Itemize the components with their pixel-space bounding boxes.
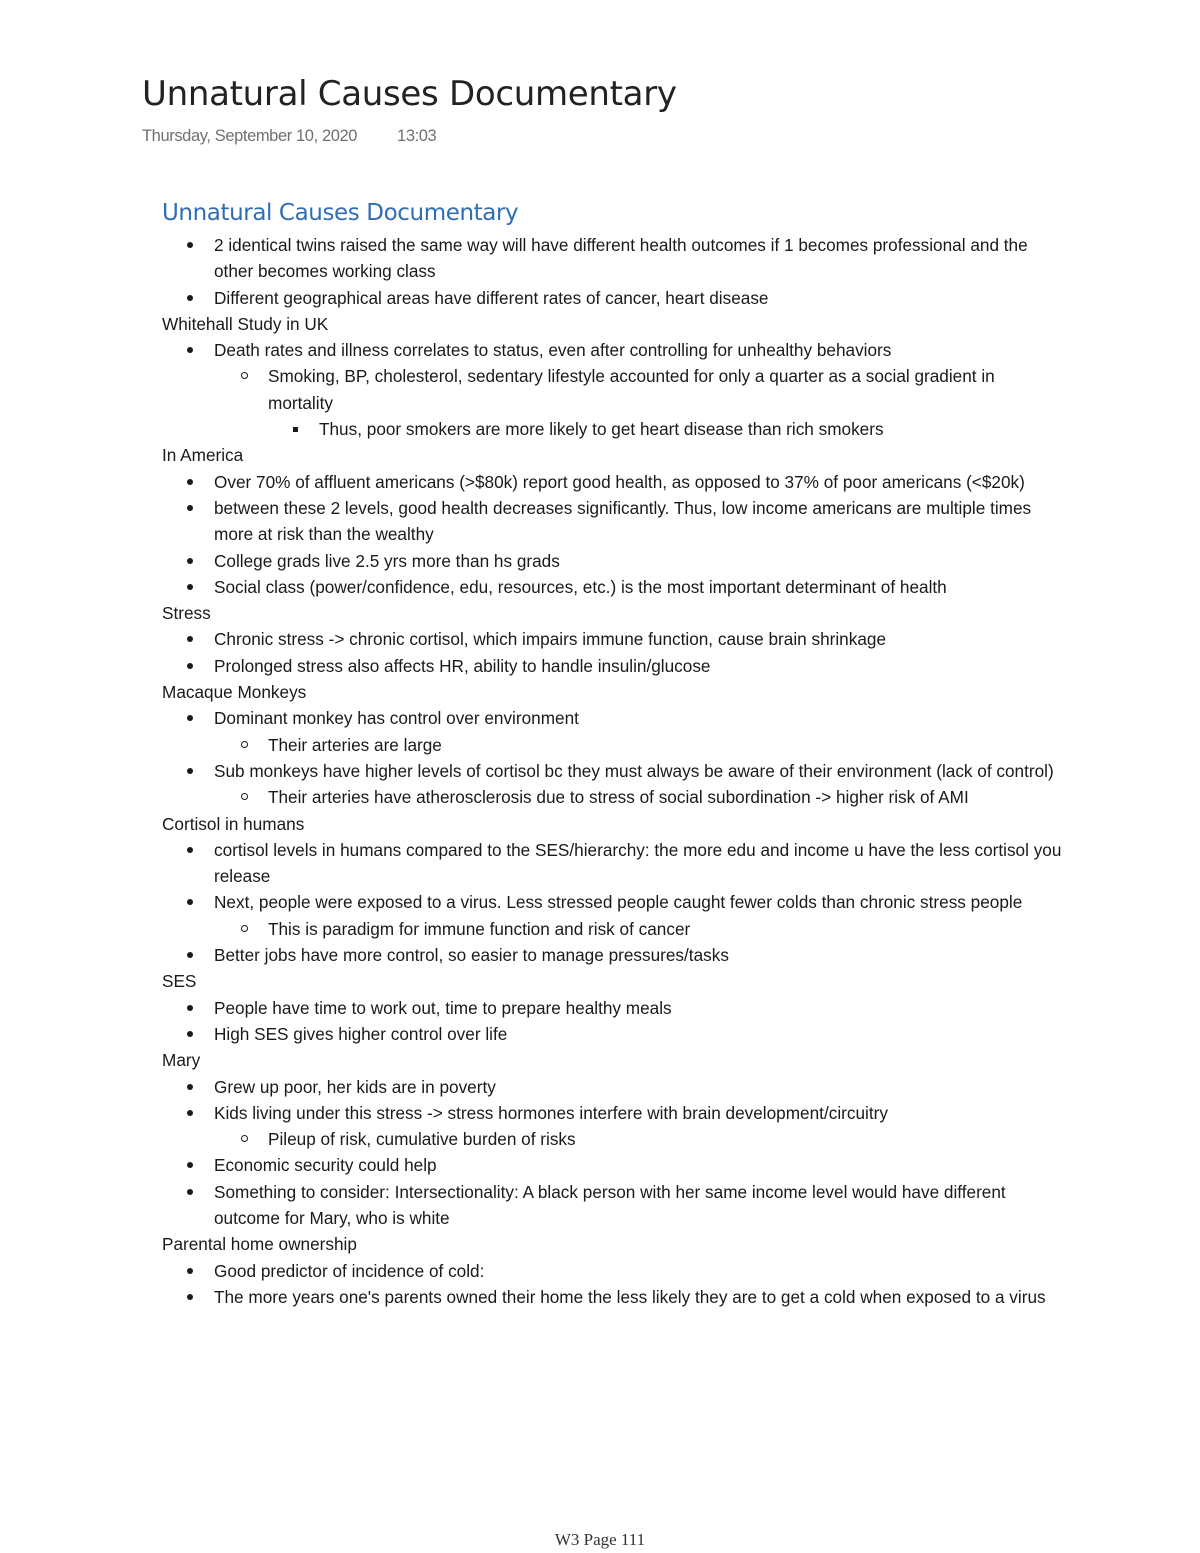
page-time: 13:03 — [397, 127, 437, 145]
bullet-dot-icon — [187, 1110, 193, 1116]
bullet-dot-icon — [187, 636, 193, 642]
list-item-text: Death rates and illness correlates to status, even after controlling for unhealthy behaviors — [214, 340, 892, 361]
list-item — [162, 574, 1062, 600]
list-item — [162, 758, 1062, 784]
bullet-dot-icon — [187, 1268, 193, 1274]
bullet-list — [162, 705, 1062, 810]
list-item — [162, 653, 1062, 679]
list-item-text: Dominant monkey has control over environment — [214, 708, 579, 729]
list-item-text: High SES gives higher control over life — [214, 1023, 508, 1044]
bullet-dot-icon — [187, 1031, 193, 1037]
section-label: Parental home ownership — [162, 1234, 357, 1255]
bullet-dot-icon — [187, 1005, 193, 1011]
bullet-dot-icon — [187, 479, 193, 485]
list-item-text: College grads live 2.5 yrs more than hs grads — [214, 550, 560, 571]
section-label: Mary — [162, 1050, 201, 1071]
list-item — [162, 784, 1062, 810]
list-item — [162, 337, 1062, 363]
bullet-list — [162, 232, 1062, 311]
list-item-text: Something to consider: Intersectionality: A black person with her same income level would have different outcome for Mary, who is white — [214, 1181, 1006, 1228]
list-item-text: 2 identical twins raised the same way will have different health outcomes if 1 becomes professional and the other becomes working class — [214, 235, 1028, 282]
page-footer: W3 Page 111 — [554, 1530, 646, 1549]
page-date: Thursday, September 10, 2020 — [142, 127, 358, 145]
bullet-circle-icon — [241, 925, 248, 932]
list-item — [162, 626, 1062, 652]
list-item-text: Better jobs have more control, so easier to manage pressures/tasks — [214, 945, 729, 966]
list-item — [162, 942, 1062, 968]
list-item — [162, 548, 1062, 574]
bullet-dot-icon — [187, 952, 193, 958]
bullet-dot-icon — [187, 584, 193, 590]
list-item — [162, 1258, 1062, 1284]
section-label: Macaque Monkeys — [162, 682, 307, 703]
list-item-text: Chronic stress -> chronic cortisol, which impairs immune function, cause brain shrinkage — [214, 629, 887, 650]
bullet-circle-icon — [241, 372, 248, 379]
list-item — [162, 232, 1062, 285]
bullet-dot-icon — [187, 715, 193, 721]
bullet-circle-icon — [241, 793, 248, 800]
list-item-text: Different geographical areas have different rates of cancer, heart disease — [214, 287, 769, 308]
bullet-list — [162, 995, 1062, 1048]
section-label: Stress — [162, 603, 211, 624]
note-content — [162, 197, 1062, 1310]
list-item-text: Pileup of risk, cumulative burden of risks — [268, 1129, 576, 1150]
list-item-text: Economic security could help — [214, 1155, 437, 1176]
list-item — [162, 495, 1062, 548]
list-item-text: Prolonged stress also affects HR, ability to handle insulin/glucose — [214, 655, 711, 676]
bullet-list — [162, 337, 1062, 442]
list-item — [162, 837, 1062, 890]
bullet-list — [162, 1258, 1062, 1311]
list-item — [162, 1126, 1062, 1152]
list-item-text: cortisol levels in humans compared to the SES/hierarchy: the more edu and income u have the less cortisol you release — [214, 839, 1062, 887]
list-item-text: Next, people were exposed to a virus. Less stressed people caught fewer colds than chronic stress people — [214, 892, 1023, 913]
list-item-text: People have time to work out, time to prepare healthy meals — [214, 997, 672, 1018]
bullet-dot-icon — [187, 1162, 193, 1168]
list-item — [162, 1100, 1062, 1126]
bullet-dot-icon — [187, 768, 193, 774]
section-label: Whitehall Study in UK — [162, 313, 329, 334]
list-item — [162, 1074, 1062, 1100]
list-item — [162, 363, 1062, 416]
bullet-list — [162, 837, 1062, 968]
bullet-dot-icon — [187, 347, 193, 353]
bullet-circle-icon — [241, 741, 248, 748]
section-label: Cortisol in humans — [162, 813, 305, 834]
list-item — [162, 416, 1062, 442]
section-label: In America — [162, 445, 244, 466]
bullet-list — [162, 626, 1062, 679]
list-item — [162, 1284, 1062, 1310]
list-item — [162, 1021, 1062, 1047]
bullet-dot-icon — [187, 847, 193, 853]
bullet-dot-icon — [187, 1294, 193, 1300]
bullet-dot-icon — [187, 1189, 193, 1195]
list-item-text: Sub monkeys have higher levels of cortisol bc they must always be aware of their environment (lack of control) — [214, 760, 1054, 781]
list-item-text: Smoking, BP, cholesterol, sedentary lifestyle accounted for only a quarter as a social gradient in mortality — [268, 366, 995, 413]
bullet-dot-icon — [187, 558, 193, 564]
page-metadata — [142, 127, 436, 146]
list-item-text: The more years one's parents owned their home the less likely they are to get a cold when exposed to a virus — [214, 1286, 1046, 1307]
list-item — [162, 285, 1062, 311]
bullet-dot-icon — [187, 505, 193, 511]
bullet-list — [162, 469, 1062, 600]
bullet-square-icon — [293, 427, 298, 432]
list-item-text: Grew up poor, her kids are in poverty — [214, 1076, 496, 1097]
list-item-text: between these 2 levels, good health decreases significantly. Thus, low income americans are multiple times more at risk than the wealthy — [214, 497, 1032, 545]
list-item — [162, 1152, 1062, 1178]
list-item-text: Their arteries are large — [268, 734, 442, 755]
list-item — [162, 916, 1062, 942]
list-item — [162, 889, 1062, 915]
section-label: SES — [162, 971, 197, 992]
list-item-text: Kids living under this stress -> stress hormones interfere with brain development/circuitry — [214, 1102, 888, 1123]
list-item-text: Thus, poor smokers are more likely to get heart disease than rich smokers — [319, 419, 884, 440]
bullet-dot-icon — [187, 1084, 193, 1090]
list-item-text: Over 70% of affluent americans (>$80k) report good health, as opposed to 37% of poor americans (<$20k) — [214, 471, 1025, 492]
note-heading: Unnatural Causes Documentary — [162, 200, 519, 226]
list-item — [162, 732, 1062, 758]
note-blocks — [162, 232, 1062, 1310]
list-item — [162, 705, 1062, 731]
page-title: Unnatural Causes Documentary — [142, 74, 677, 114]
bullet-dot-icon — [187, 663, 193, 669]
bullet-dot-icon — [187, 242, 193, 248]
bullet-dot-icon — [187, 899, 193, 905]
list-item — [162, 995, 1062, 1021]
list-item-text: Their arteries have atherosclerosis due to stress of social subordination -> higher risk of AMI — [268, 787, 969, 808]
bullet-circle-icon — [241, 1135, 248, 1142]
bullet-dot-icon — [187, 295, 193, 301]
list-item-text: Good predictor of incidence of cold: — [214, 1260, 485, 1281]
list-item-text: Social class (power/confidence, edu, resources, etc.) is the most important determinant of health — [214, 576, 947, 597]
list-item — [162, 469, 1062, 495]
bullet-list — [162, 1074, 1062, 1232]
list-item-text: This is paradigm for immune function and risk of cancer — [268, 918, 691, 939]
list-item — [162, 1179, 1062, 1232]
